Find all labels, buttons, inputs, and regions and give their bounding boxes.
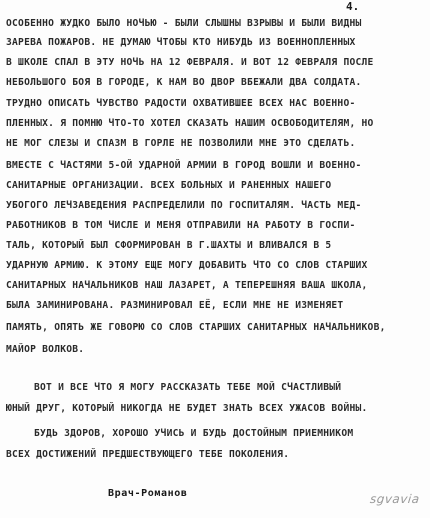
- text-line: НЕ МОГ СЛЕЗЫ И СПАЗМ В ГОРЛЕ НЕ ПОЗВОЛИЛИ МНЕ ЭТО СДЕЛАТЬ.: [6, 138, 356, 149]
- text-line: САНИТАРНЫЕ ОРГАНИЗАЦИИ. ВСЕХ БОЛЬНЫХ И РАНЕННЫХ НАШЕГО: [6, 180, 332, 191]
- text-line: ОСОБЕННО ЖУДКО БЫЛО НОЧЬЮ - БЫЛИ СЛЫШНЫ ВЗРЫВЫ И БЫЛИ ВИДНЫ: [6, 18, 362, 29]
- text-line: ВМЕСТЕ С ЧАСТЯМИ 5-ОЙ УДАРНОЙ АРМИИ В ГОРОД ВОШЛИ И ВОЕННО-: [6, 160, 362, 171]
- text-line: УБОГОГО ЛЕЧЗАВЕДЕНИЯ РАСПРЕДЕЛИЛИ ПО ГОСПИТАЛЯМ. ЧАСТЬ МЕД-: [6, 200, 362, 211]
- text-line: ТРУДНО ОПИСАТЬ ЧУВСТВО РАДОСТИ ОХВАТИВШЕЕ ВСЕХ НАС ВОЕННО-: [6, 98, 356, 109]
- text-line: БЫЛА ЗАМИНИРОВАНА. РАЗМИНИРОВАЛ ЕЁ, ЕСЛИ МНЕ НЕ ИЗМЕНЯЕТ: [6, 300, 344, 311]
- text-line: БУДЬ ЗДОРОВ, ХОРОШО УЧИСЬ И БУДЬ ДОСТОЙНЫМ ПРИЕМНИКОМ: [34, 428, 354, 439]
- text-line: УДАРНУЮ АРМИЮ. К ЭТОМУ ЕЩЕ МОГУ ДОБАВИТЬ ЧТО СО СЛОВ СТАРШИХ: [6, 260, 368, 271]
- text-line: ЮНЫЙ ДРУГ, КОТОРЫЙ НИКОГДА НЕ БУДЕТ ЗНАТЬ ВСЕХ УЖАСОВ ВОЙНЫ.: [6, 403, 368, 414]
- text-line: ВОТ И ВСЕ ЧТО Я МОГУ РАССКАЗАТЬ ТЕБЕ МОЙ СЧАСТЛИВЫЙ: [34, 382, 342, 393]
- text-line: РАБОТНИКОВ В ТОМ ЧИСЛЕ И МЕНЯ ОТПРАВИЛИ НА РАБОТУ В ГОСПИ-: [6, 220, 356, 231]
- text-line: САНИТАРНЫХ НАЧАЛЬНИКОВ НАШ ЛАЗАРЕТ, А ТЕПЕРЕШНЯЯ ВАША ШКОЛА,: [6, 280, 368, 291]
- text-line: МАЙОР ВОЛКОВ.: [6, 344, 85, 355]
- watermark: sgvavia: [369, 492, 421, 506]
- text-line: ПАМЯТЬ, ОПЯТЬ ЖЕ ГОВОРЮ СО СЛОВ СТАРШИХ САНИТАРНЫХ НАЧАЛЬНИКОВ,: [6, 322, 386, 333]
- text-line: ЗАРЕВА ПОЖАРОВ. НЕ ДУМАЮ ЧТОБЫ КТО НИБУДЬ ИЗ ВОЕННОПЛЕННЫХ: [6, 37, 356, 48]
- text-line: ТАЛЬ, КОТОРЫЙ БЫЛ СФОРМИРОВАН В Г.ШАХТЫ И ВЛИВАЛСЯ В 5: [6, 240, 332, 251]
- page-number: 4.: [346, 0, 360, 13]
- text-line: ВСЕХ ДОСТИЖЕНИЙ ПРЕДШЕСТВУЮЩЕГО ТЕБЕ ПОКОЛЕНИЯ.: [6, 449, 290, 460]
- text-line: В ШКОЛЕ СПАЛ В ЭТУ НОЧЬ НА 12 ФЕВРАЛЯ. И ВОТ 12 ФЕВРАЛЯ ПОСЛЕ: [6, 57, 374, 68]
- text-line: ПЛЕННЫХ. Я ПОМНЮ ЧТО-ТО ХОТЕЛ СКАЗАТЬ НАШИМ ОСВОБОДИТЕЛЯМ, НО: [6, 118, 374, 129]
- signature: Врач-Романов: [108, 488, 188, 499]
- text-line: НЕБОЛЬШОГО БОЯ В ГОРОДЕ, К НАМ ВО ДВОР ВБЕЖАЛИ ДВА СОЛДАТА.: [6, 77, 362, 88]
